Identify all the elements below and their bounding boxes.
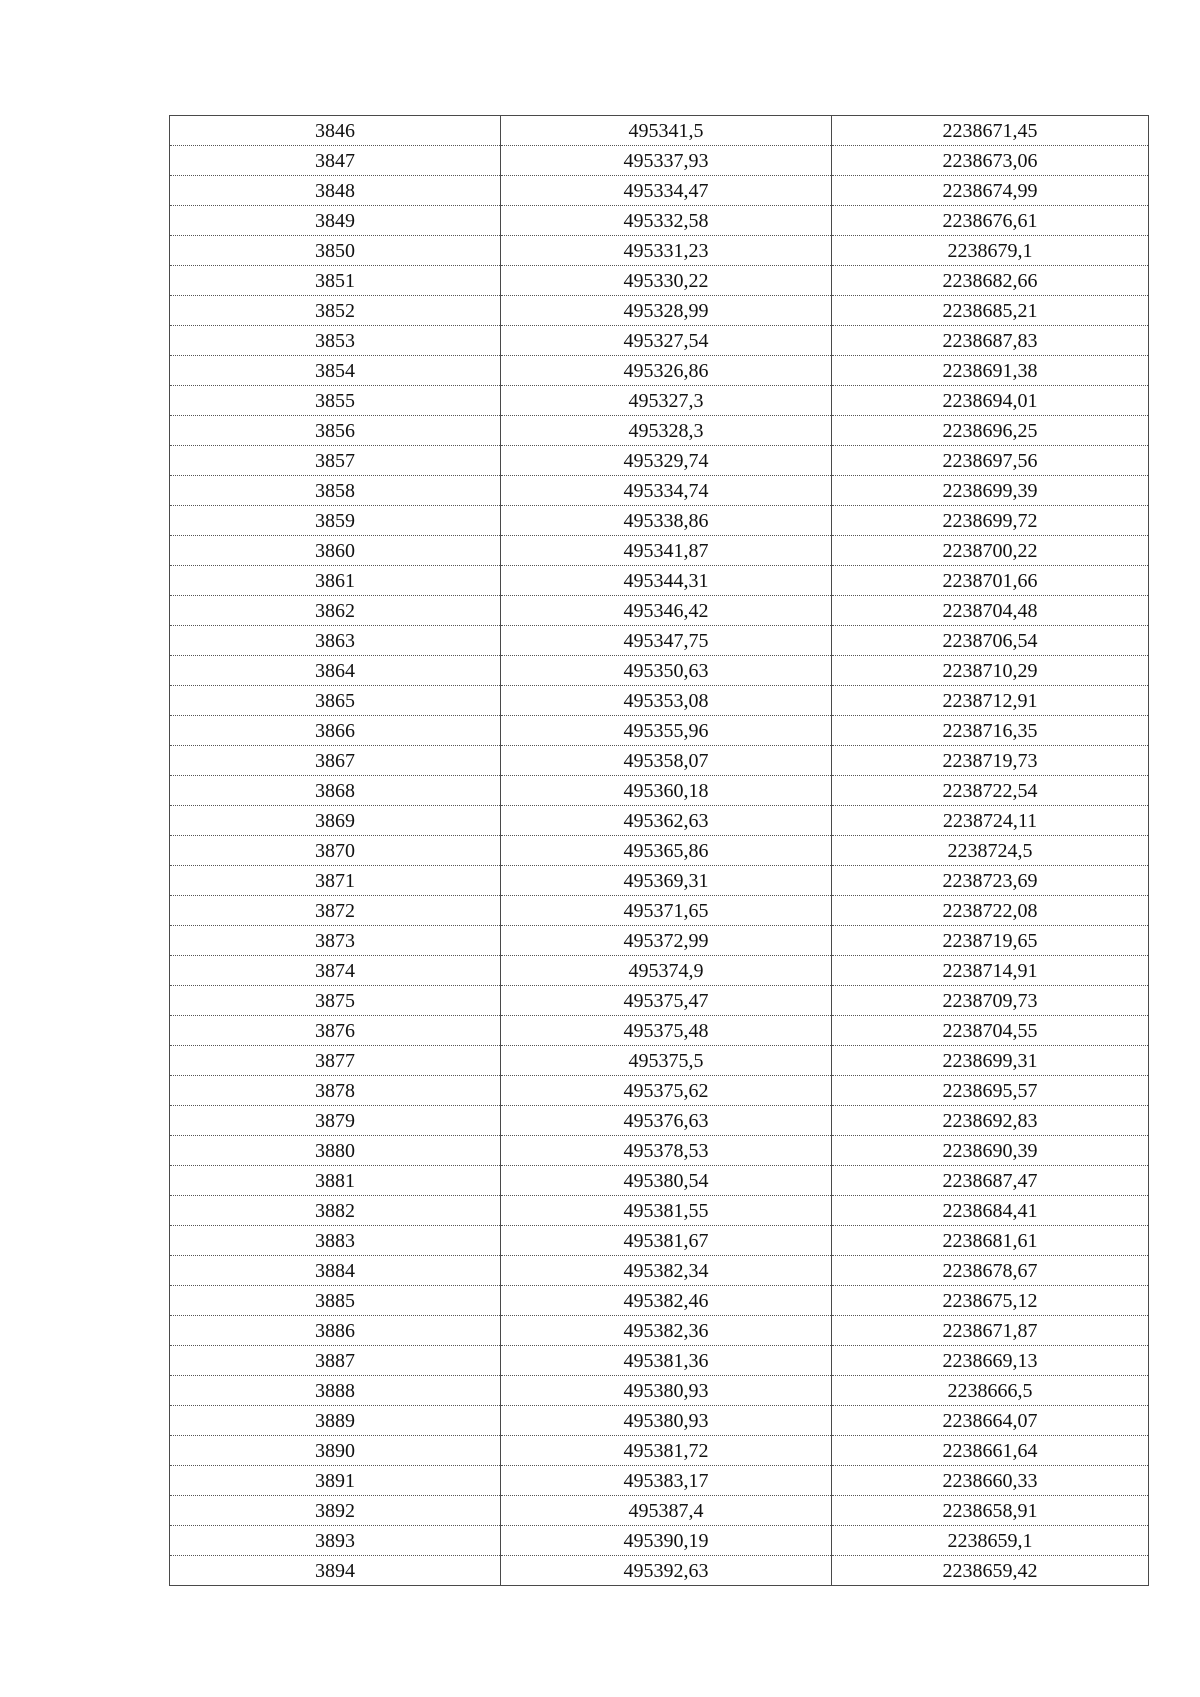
x-coordinate-cell: 495382,34 [501, 1256, 832, 1286]
table-row [170, 416, 1149, 446]
point-number-cell: 3868 [170, 776, 501, 806]
table-row [170, 266, 1149, 296]
point-number-cell: 3880 [170, 1136, 501, 1166]
point-number-cell: 3872 [170, 896, 501, 926]
table-row [170, 956, 1149, 986]
table-row [170, 1256, 1149, 1286]
y-coordinate-cell: 2238704,48 [832, 596, 1149, 626]
x-coordinate-cell: 495327,3 [501, 386, 832, 416]
table-row [170, 566, 1149, 596]
table-row [170, 1046, 1149, 1076]
table-row [170, 206, 1149, 236]
x-coordinate-cell: 495337,93 [501, 146, 832, 176]
point-number-cell: 3871 [170, 866, 501, 896]
y-coordinate-cell: 2238664,07 [832, 1406, 1149, 1436]
x-coordinate-cell: 495381,55 [501, 1196, 832, 1226]
y-coordinate-cell: 2238710,29 [832, 656, 1149, 686]
table-row [170, 656, 1149, 686]
y-coordinate-cell: 2238724,11 [832, 806, 1149, 836]
y-coordinate-cell: 2238681,61 [832, 1226, 1149, 1256]
x-coordinate-cell: 495341,5 [501, 116, 832, 146]
x-coordinate-cell: 495360,18 [501, 776, 832, 806]
table-row [170, 1196, 1149, 1226]
x-coordinate-cell: 495380,93 [501, 1406, 832, 1436]
y-coordinate-cell: 2238674,99 [832, 176, 1149, 206]
table-row [170, 476, 1149, 506]
point-number-cell: 3865 [170, 686, 501, 716]
y-coordinate-cell: 2238704,55 [832, 1016, 1149, 1046]
y-coordinate-cell: 2238719,73 [832, 746, 1149, 776]
table-row [170, 986, 1149, 1016]
point-number-cell: 3867 [170, 746, 501, 776]
coordinates-table-body [170, 116, 1149, 1586]
x-coordinate-cell: 495371,65 [501, 896, 832, 926]
y-coordinate-cell: 2238682,66 [832, 266, 1149, 296]
table-row [170, 776, 1149, 806]
y-coordinate-cell: 2238716,35 [832, 716, 1149, 746]
point-number-cell: 3887 [170, 1346, 501, 1376]
y-coordinate-cell: 2238660,33 [832, 1466, 1149, 1496]
x-coordinate-cell: 495347,75 [501, 626, 832, 656]
y-coordinate-cell: 2238659,1 [832, 1526, 1149, 1556]
point-number-cell: 3866 [170, 716, 501, 746]
table-row [170, 1286, 1149, 1316]
point-number-cell: 3847 [170, 146, 501, 176]
point-number-cell: 3874 [170, 956, 501, 986]
table-row [170, 1136, 1149, 1166]
y-coordinate-cell: 2238696,25 [832, 416, 1149, 446]
x-coordinate-cell: 495341,87 [501, 536, 832, 566]
x-coordinate-cell: 495375,47 [501, 986, 832, 1016]
table-row [170, 626, 1149, 656]
y-coordinate-cell: 2238673,06 [832, 146, 1149, 176]
table-row [170, 1016, 1149, 1046]
table-row [170, 446, 1149, 476]
point-number-cell: 3860 [170, 536, 501, 566]
x-coordinate-cell: 495374,9 [501, 956, 832, 986]
point-number-cell: 3889 [170, 1406, 501, 1436]
point-number-cell: 3873 [170, 926, 501, 956]
y-coordinate-cell: 2238694,01 [832, 386, 1149, 416]
x-coordinate-cell: 495344,31 [501, 566, 832, 596]
x-coordinate-cell: 495372,99 [501, 926, 832, 956]
table-row [170, 536, 1149, 566]
x-coordinate-cell: 495382,36 [501, 1316, 832, 1346]
table-row [170, 1166, 1149, 1196]
point-number-cell: 3884 [170, 1256, 501, 1286]
point-number-cell: 3891 [170, 1466, 501, 1496]
point-number-cell: 3869 [170, 806, 501, 836]
table-row [170, 176, 1149, 206]
table-row [170, 596, 1149, 626]
point-number-cell: 3882 [170, 1196, 501, 1226]
point-number-cell: 3892 [170, 1496, 501, 1526]
y-coordinate-cell: 2238666,5 [832, 1376, 1149, 1406]
table-row [170, 506, 1149, 536]
x-coordinate-cell: 495381,36 [501, 1346, 832, 1376]
y-coordinate-cell: 2238700,22 [832, 536, 1149, 566]
y-coordinate-cell: 2238709,73 [832, 986, 1149, 1016]
y-coordinate-cell: 2238671,87 [832, 1316, 1149, 1346]
point-number-cell: 3853 [170, 326, 501, 356]
table-row [170, 896, 1149, 926]
table-row [170, 686, 1149, 716]
x-coordinate-cell: 495334,74 [501, 476, 832, 506]
y-coordinate-cell: 2238722,08 [832, 896, 1149, 926]
table-row [170, 1556, 1149, 1586]
table-row [170, 1346, 1149, 1376]
table-row [170, 1526, 1149, 1556]
x-coordinate-cell: 495380,93 [501, 1376, 832, 1406]
table-row [170, 1496, 1149, 1526]
point-number-cell: 3849 [170, 206, 501, 236]
point-number-cell: 3888 [170, 1376, 501, 1406]
table-row [170, 116, 1149, 146]
x-coordinate-cell: 495375,48 [501, 1016, 832, 1046]
table-row [170, 926, 1149, 956]
point-number-cell: 3893 [170, 1526, 501, 1556]
y-coordinate-cell: 2238692,83 [832, 1106, 1149, 1136]
x-coordinate-cell: 495362,63 [501, 806, 832, 836]
point-number-cell: 3870 [170, 836, 501, 866]
point-number-cell: 3857 [170, 446, 501, 476]
x-coordinate-cell: 495328,3 [501, 416, 832, 446]
table-row [170, 1466, 1149, 1496]
table-row [170, 1226, 1149, 1256]
table-row [170, 1106, 1149, 1136]
point-number-cell: 3878 [170, 1076, 501, 1106]
x-coordinate-cell: 495376,63 [501, 1106, 832, 1136]
point-number-cell: 3855 [170, 386, 501, 416]
y-coordinate-cell: 2238724,5 [832, 836, 1149, 866]
point-number-cell: 3864 [170, 656, 501, 686]
point-number-cell: 3875 [170, 986, 501, 1016]
x-coordinate-cell: 495381,67 [501, 1226, 832, 1256]
y-coordinate-cell: 2238697,56 [832, 446, 1149, 476]
y-coordinate-cell: 2238723,69 [832, 866, 1149, 896]
y-coordinate-cell: 2238675,12 [832, 1286, 1149, 1316]
table-row [170, 1076, 1149, 1106]
table-row [170, 866, 1149, 896]
x-coordinate-cell: 495331,23 [501, 236, 832, 266]
y-coordinate-cell: 2238691,38 [832, 356, 1149, 386]
table-row [170, 296, 1149, 326]
point-number-cell: 3861 [170, 566, 501, 596]
x-coordinate-cell: 495326,86 [501, 356, 832, 386]
x-coordinate-cell: 495382,46 [501, 1286, 832, 1316]
y-coordinate-cell: 2238699,31 [832, 1046, 1149, 1076]
table-row [170, 326, 1149, 356]
point-number-cell: 3848 [170, 176, 501, 206]
y-coordinate-cell: 2238676,61 [832, 206, 1149, 236]
y-coordinate-cell: 2238679,1 [832, 236, 1149, 266]
point-number-cell: 3890 [170, 1436, 501, 1466]
y-coordinate-cell: 2238659,42 [832, 1556, 1149, 1586]
point-number-cell: 3852 [170, 296, 501, 326]
y-coordinate-cell: 2238687,47 [832, 1166, 1149, 1196]
x-coordinate-cell: 495328,99 [501, 296, 832, 326]
x-coordinate-cell: 495380,54 [501, 1166, 832, 1196]
y-coordinate-cell: 2238678,67 [832, 1256, 1149, 1286]
y-coordinate-cell: 2238661,64 [832, 1436, 1149, 1466]
table-row [170, 806, 1149, 836]
x-coordinate-cell: 495346,42 [501, 596, 832, 626]
x-coordinate-cell: 495327,54 [501, 326, 832, 356]
table-row [170, 146, 1149, 176]
y-coordinate-cell: 2238684,41 [832, 1196, 1149, 1226]
table-row [170, 746, 1149, 776]
point-number-cell: 3856 [170, 416, 501, 446]
table-row [170, 1406, 1149, 1436]
table-row [170, 836, 1149, 866]
point-number-cell: 3881 [170, 1166, 501, 1196]
point-number-cell: 3863 [170, 626, 501, 656]
point-number-cell: 3859 [170, 506, 501, 536]
point-number-cell: 3854 [170, 356, 501, 386]
x-coordinate-cell: 495392,63 [501, 1556, 832, 1586]
x-coordinate-cell: 495375,62 [501, 1076, 832, 1106]
y-coordinate-cell: 2238699,39 [832, 476, 1149, 506]
y-coordinate-cell: 2238695,57 [832, 1076, 1149, 1106]
x-coordinate-cell: 495338,86 [501, 506, 832, 536]
point-number-cell: 3851 [170, 266, 501, 296]
point-number-cell: 3885 [170, 1286, 501, 1316]
y-coordinate-cell: 2238669,13 [832, 1346, 1149, 1376]
table-row [170, 716, 1149, 746]
point-number-cell: 3858 [170, 476, 501, 506]
y-coordinate-cell: 2238712,91 [832, 686, 1149, 716]
point-number-cell: 3846 [170, 116, 501, 146]
y-coordinate-cell: 2238701,66 [832, 566, 1149, 596]
point-number-cell: 3876 [170, 1016, 501, 1046]
x-coordinate-cell: 495332,58 [501, 206, 832, 236]
table-row [170, 1376, 1149, 1406]
x-coordinate-cell: 495358,07 [501, 746, 832, 776]
point-number-cell: 3862 [170, 596, 501, 626]
point-number-cell: 3879 [170, 1106, 501, 1136]
table-row [170, 236, 1149, 266]
x-coordinate-cell: 495350,63 [501, 656, 832, 686]
x-coordinate-cell: 495330,22 [501, 266, 832, 296]
table-row [170, 1436, 1149, 1466]
x-coordinate-cell: 495353,08 [501, 686, 832, 716]
y-coordinate-cell: 2238699,72 [832, 506, 1149, 536]
x-coordinate-cell: 495387,4 [501, 1496, 832, 1526]
y-coordinate-cell: 2238690,39 [832, 1136, 1149, 1166]
table-row [170, 356, 1149, 386]
y-coordinate-cell: 2238714,91 [832, 956, 1149, 986]
x-coordinate-cell: 495375,5 [501, 1046, 832, 1076]
x-coordinate-cell: 495369,31 [501, 866, 832, 896]
x-coordinate-cell: 495390,19 [501, 1526, 832, 1556]
table-row [170, 386, 1149, 416]
x-coordinate-cell: 495378,53 [501, 1136, 832, 1166]
x-coordinate-cell: 495383,17 [501, 1466, 832, 1496]
x-coordinate-cell: 495355,96 [501, 716, 832, 746]
x-coordinate-cell: 495334,47 [501, 176, 832, 206]
y-coordinate-cell: 2238706,54 [832, 626, 1149, 656]
point-number-cell: 3883 [170, 1226, 501, 1256]
point-number-cell: 3850 [170, 236, 501, 266]
coordinates-table [169, 115, 1149, 1586]
y-coordinate-cell: 2238722,54 [832, 776, 1149, 806]
point-number-cell: 3877 [170, 1046, 501, 1076]
y-coordinate-cell: 2238658,91 [832, 1496, 1149, 1526]
point-number-cell: 3894 [170, 1556, 501, 1586]
x-coordinate-cell: 495381,72 [501, 1436, 832, 1466]
y-coordinate-cell: 2238687,83 [832, 326, 1149, 356]
y-coordinate-cell: 2238671,45 [832, 116, 1149, 146]
x-coordinate-cell: 495365,86 [501, 836, 832, 866]
point-number-cell: 3886 [170, 1316, 501, 1346]
y-coordinate-cell: 2238719,65 [832, 926, 1149, 956]
x-coordinate-cell: 495329,74 [501, 446, 832, 476]
y-coordinate-cell: 2238685,21 [832, 296, 1149, 326]
table-row [170, 1316, 1149, 1346]
